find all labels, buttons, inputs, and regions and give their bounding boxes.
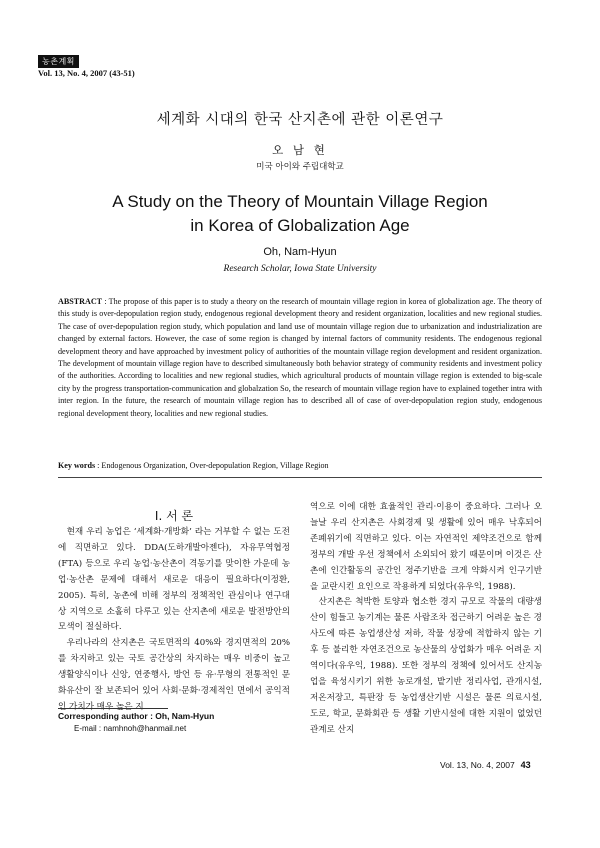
author-english: Oh, Nam-Hyun xyxy=(263,246,337,258)
section-title: I. 서 론 xyxy=(154,509,194,523)
affiliation-english: Research Scholar, Iowa State University xyxy=(223,264,377,274)
right-paragraph-1: 역으로 이에 대한 효율적인 관리·이용이 중요하다. 그러나 오늘날 우리 산지촌은 사회경제 및 생활에 있어 매우 낙후되어 존폐위기에 직면하고 있다. 이는 자연적인 제약조건으로 함께 정부의 개발 우선 정책에서 소외되어 왔기 때문이며 이것은 산촌에 인간활동의 공간인 정주기반을 크게 약화시켜 인구기반을 교란시킨 요인으로 작용하게 되었다(유우익, 1988). xyxy=(310,502,542,592)
right-column xyxy=(310,500,542,739)
abstract-label: ABSTRACT xyxy=(58,297,103,306)
keywords-text: : Endogenous Organization, Over-depopulation Region, Village Region xyxy=(95,461,329,470)
left-column xyxy=(58,525,290,716)
journal-badge: 농촌계획 xyxy=(38,55,79,68)
affiliation-korean: 미국 아이와 주립대학교 xyxy=(256,162,344,172)
page-number: 43 xyxy=(520,760,531,770)
volume-line: Vol. 13, No. 4, 2007 (43-51) xyxy=(38,68,135,78)
title-english-line1: A Study on the Theory of Mountain Village Region xyxy=(112,192,488,211)
author-email: E-mail : namhnoh@hanmail.net xyxy=(74,724,187,733)
abstract-divider xyxy=(58,477,542,478)
page-footer xyxy=(440,760,531,770)
keywords xyxy=(58,461,542,470)
footer-volume: Vol. 13, No. 4, 2007 xyxy=(440,760,515,770)
abstract-text: : The propose of this paper is to study a theory on the research of mountain village region in korea of globalization age. The theory of this study is over-depopulation region study, endogenous regional development theory and resident organization, localities and new regional studies. The case of over-depopulation region study, which population and land use of mountain village region due to urbanization and industrialization are changed by external factors. However, the case of some region is changed by internal factors of community residents. The endogenous regional development theory and have approached by investment policy of authorities of the mountain village region development and resident organization. The development of mountain village region have to described simultaneously both behavior strategy of community residents and investment policy of the authorities. According to localities and new regional studies, which agricultural products of mountain village region is extended to big-scale city by the progress transportation-communication and globalzation So, the research of mountain village region have to explained together intra with inter region. In the future, the research of mountain village region has to described all of case of over-depopulation region study, endogenous regional development theory, localities and new regional studies. xyxy=(58,297,542,418)
footnote-divider xyxy=(58,708,168,709)
abstract xyxy=(58,296,542,420)
keywords-label: Key words xyxy=(58,461,96,470)
right-paragraph-2: 산지촌은 척박한 토양과 협소한 경지 규모로 작물의 대량생산이 힘들고 농기계는 물론 사람조차 접근하기 어려운 높은 경사도에 따른 농업생산성 저하, 작물 성장에 적합하지 않는 기후 등 불리한 자연조건으로 농산물의 상업화가 매우 어려운 지역이다(유우익, 1988). 또한 정부의 정책에 있어서도 산지농업을 육성시키기 위한 농로개설, 밭기반 정리사업, 관개시설, 저온저장고, 특판장 등 농업생산기반 시설은 물론 의료시설, 도로, 학교, 문화회관 등 생활 기반시설에 대한 지원이 없었던 관계로 산지 xyxy=(310,597,542,735)
left-paragraph-2: 우리나라의 산지촌은 국토면적의 40%와 경지면적의 20%를 차지하고 있는 국토 공간상의 차지하는 매우 비중이 높고 생활양식이나 신앙, 연중행사, 방언 등 유·무형의 전통적인 문화유산이 잘 보존되어 있어 사회·문화·경제적인 면에서 공익적인 가치가 매우 높은 지 xyxy=(58,638,290,712)
left-paragraph-1: 현재 우리 농업은 ‘세계화·개방화’ 라는 거부할 수 없는 도전에 직면하고 있다. DDA(도하개발아젠다), 자유무역협정(FTA) 등으로 우리 농업·농산촌이 격동기를 맞이한 가운데 농업·농산촌 문제에 대해서 새로운 대응이 필요하다(이정환, 2005). 특히, 농촌에 비해 정부의 정책적인 관심이나 연구대상 지역으로 소홀히 다루고 있는 산지촌에 새로운 발전방안의 모색이 절실하다. xyxy=(58,527,290,633)
title-english xyxy=(0,190,600,238)
corresponding-author: Corresponding author : Oh, Nam-Hyun xyxy=(58,711,215,721)
title-english-line2: in Korea of Globalization Age xyxy=(190,216,410,235)
author-korean: 오 남 현 xyxy=(272,143,328,157)
title-korean: 세계화 시대의 한국 산지촌에 관한 이론연구 xyxy=(156,112,444,128)
